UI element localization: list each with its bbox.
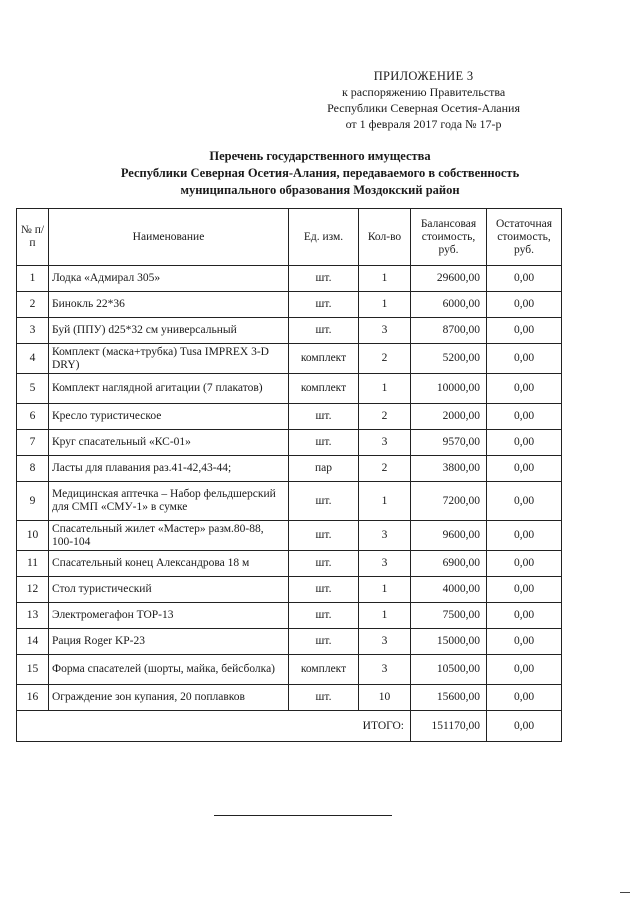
cell-residual: 0,00 — [487, 292, 562, 318]
cell-name: Форма спасателей (шорты, майка, бейсболка) — [49, 655, 289, 685]
cell-residual: 0,00 — [487, 655, 562, 685]
cell-balance: 9600,00 — [411, 521, 487, 551]
cell-qty: 2 — [359, 344, 411, 374]
cell-qty: 3 — [359, 629, 411, 655]
appendix-number: ПРИЛОЖЕНИЕ 3 — [373, 69, 474, 83]
header-qty: Кол-во — [359, 209, 411, 266]
cell-num: 15 — [17, 655, 49, 685]
appendix-header — [327, 68, 520, 132]
property-table — [16, 208, 562, 742]
cell-num: 6 — [17, 404, 49, 430]
cell-unit: шт. — [289, 551, 359, 577]
cell-name: Круг спасательный «КС-01» — [49, 430, 289, 456]
table-total-row — [17, 711, 562, 742]
cell-name: Спасательный жилет «Мастер» разм.80-88, 100-104 — [49, 521, 289, 551]
cell-residual: 0,00 — [487, 551, 562, 577]
cell-name: Ласты для плавания раз.41-42,43-44; — [49, 456, 289, 482]
cell-unit: пар — [289, 456, 359, 482]
cell-num: 10 — [17, 521, 49, 551]
cell-unit: шт. — [289, 430, 359, 456]
table-row — [17, 577, 562, 603]
cell-unit: шт. — [289, 629, 359, 655]
cell-name: Спасательный конец Александрова 18 м — [49, 551, 289, 577]
cell-unit: шт. — [289, 577, 359, 603]
appendix-ref-line-3: от 1 февраля 2017 года № 17-р — [345, 117, 502, 131]
table-row — [17, 374, 562, 404]
cell-unit: шт. — [289, 685, 359, 711]
cell-balance: 2000,00 — [411, 404, 487, 430]
cell-residual: 0,00 — [487, 404, 562, 430]
cell-name: Электромегафон ТОР-13 — [49, 603, 289, 629]
cell-unit: шт. — [289, 266, 359, 292]
cell-residual: 0,00 — [487, 482, 562, 521]
cell-unit: шт. — [289, 318, 359, 344]
cell-qty: 3 — [359, 551, 411, 577]
table-row — [17, 292, 562, 318]
header-unit: Ед. изм. — [289, 209, 359, 266]
cell-balance: 5200,00 — [411, 344, 487, 374]
cell-qty: 1 — [359, 374, 411, 404]
table-row — [17, 266, 562, 292]
table-row — [17, 685, 562, 711]
cell-residual: 0,00 — [487, 629, 562, 655]
cell-qty: 3 — [359, 318, 411, 344]
title-line-2: Республики Северная Осетия-Алания, передаваемого в собственность — [120, 166, 520, 180]
cell-name: Комплект (маска+трубка) Tusa IMPREX 3-D DRY) — [49, 344, 289, 374]
table-row — [17, 655, 562, 685]
cell-balance: 4000,00 — [411, 577, 487, 603]
cell-residual: 0,00 — [487, 430, 562, 456]
table-row — [17, 482, 562, 521]
cell-name: Кресло туристическое — [49, 404, 289, 430]
cell-num: 4 — [17, 344, 49, 374]
cell-qty: 1 — [359, 577, 411, 603]
cell-name: Бинокль 22*36 — [49, 292, 289, 318]
cell-num: 14 — [17, 629, 49, 655]
cell-num: 12 — [17, 577, 49, 603]
header-balance: Балансовая стоимость, руб. — [411, 209, 487, 266]
cell-num: 2 — [17, 292, 49, 318]
cell-num: 11 — [17, 551, 49, 577]
cell-name: Комплект наглядной агитации (7 плакатов) — [49, 374, 289, 404]
table-row — [17, 456, 562, 482]
cell-num: 16 — [17, 685, 49, 711]
cell-balance: 6000,00 — [411, 292, 487, 318]
cell-unit: комплект — [289, 344, 359, 374]
cell-qty: 3 — [359, 430, 411, 456]
cell-qty: 1 — [359, 292, 411, 318]
table-row — [17, 551, 562, 577]
table-row — [17, 344, 562, 374]
cell-balance: 9570,00 — [411, 430, 487, 456]
cell-residual: 0,00 — [487, 344, 562, 374]
header-name: Наименование — [49, 209, 289, 266]
cell-qty: 2 — [359, 404, 411, 430]
appendix-ref-line-2: Республики Северная Осетия-Алания — [327, 101, 520, 115]
cell-residual: 0,00 — [487, 603, 562, 629]
header-residual: Остаточная стоимость, руб. — [487, 209, 562, 266]
cell-balance: 10500,00 — [411, 655, 487, 685]
cell-qty: 3 — [359, 521, 411, 551]
cell-residual: 0,00 — [487, 266, 562, 292]
cell-balance: 3800,00 — [411, 456, 487, 482]
cell-residual: 0,00 — [487, 521, 562, 551]
table-row — [17, 521, 562, 551]
cell-unit: шт. — [289, 482, 359, 521]
cell-qty: 1 — [359, 482, 411, 521]
table-header-row — [17, 209, 562, 266]
closing-rule-line — [214, 815, 392, 816]
cell-unit: комплект — [289, 374, 359, 404]
corner-mark — [620, 892, 630, 893]
table-row — [17, 430, 562, 456]
cell-residual: 0,00 — [487, 577, 562, 603]
title-line-3: муниципального образования Моздокский район — [180, 183, 460, 197]
table-row — [17, 404, 562, 430]
cell-name: Лодка «Адмирал 305» — [49, 266, 289, 292]
total-label: ИТОГО: — [17, 711, 411, 742]
cell-residual: 0,00 — [487, 456, 562, 482]
cell-balance: 7500,00 — [411, 603, 487, 629]
cell-qty: 10 — [359, 685, 411, 711]
appendix-ref-line-1: к распоряжению Правительства — [341, 85, 506, 99]
cell-unit: шт. — [289, 603, 359, 629]
cell-balance: 10000,00 — [411, 374, 487, 404]
table-row — [17, 318, 562, 344]
cell-qty: 3 — [359, 655, 411, 685]
document-title — [0, 148, 640, 199]
cell-name: Рация Roger KP-23 — [49, 629, 289, 655]
cell-num: 7 — [17, 430, 49, 456]
cell-num: 5 — [17, 374, 49, 404]
cell-unit: шт. — [289, 404, 359, 430]
cell-balance: 15600,00 — [411, 685, 487, 711]
cell-qty: 1 — [359, 266, 411, 292]
cell-num: 1 — [17, 266, 49, 292]
cell-qty: 2 — [359, 456, 411, 482]
cell-name: Стол туристический — [49, 577, 289, 603]
table-body — [17, 266, 562, 742]
cell-unit: шт. — [289, 521, 359, 551]
cell-unit: комплект — [289, 655, 359, 685]
cell-balance: 6900,00 — [411, 551, 487, 577]
cell-residual: 0,00 — [487, 318, 562, 344]
cell-name: Ограждение зон купания, 20 поплавков — [49, 685, 289, 711]
cell-balance: 8700,00 — [411, 318, 487, 344]
total-balance: 151170,00 — [411, 711, 487, 742]
title-line-1: Перечень государственного имущества — [209, 149, 431, 163]
total-residual: 0,00 — [487, 711, 562, 742]
cell-residual: 0,00 — [487, 685, 562, 711]
table-row — [17, 603, 562, 629]
cell-balance: 15000,00 — [411, 629, 487, 655]
cell-balance: 7200,00 — [411, 482, 487, 521]
cell-name: Медицинская аптечка – Набор фельдшерский для СМП «СМУ-1» в сумке — [49, 482, 289, 521]
cell-qty: 1 — [359, 603, 411, 629]
cell-residual: 0,00 — [487, 374, 562, 404]
cell-balance: 29600,00 — [411, 266, 487, 292]
cell-name: Буй (ППУ) d25*32 см универсальный — [49, 318, 289, 344]
cell-unit: шт. — [289, 292, 359, 318]
cell-num: 3 — [17, 318, 49, 344]
table-row — [17, 629, 562, 655]
cell-num: 9 — [17, 482, 49, 521]
header-num: № п/п — [17, 209, 49, 266]
cell-num: 13 — [17, 603, 49, 629]
cell-num: 8 — [17, 456, 49, 482]
